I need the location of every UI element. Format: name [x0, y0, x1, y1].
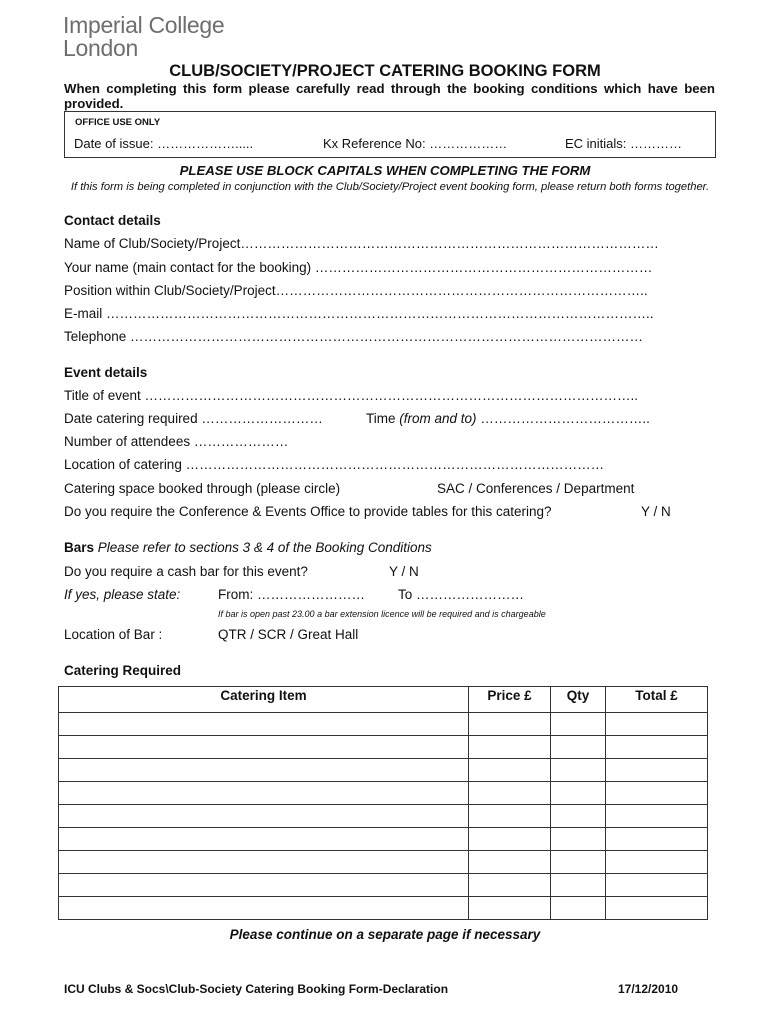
qty-cell[interactable]	[551, 874, 606, 897]
item-cell[interactable]	[59, 782, 469, 805]
kx-reference-field: Kx Reference No: ………………	[323, 136, 508, 151]
total-cell[interactable]	[606, 713, 708, 736]
catering-table-header	[59, 687, 708, 713]
office-use-label: OFFICE USE ONLY	[75, 117, 161, 128]
catering-required-heading: Catering Required	[64, 663, 182, 678]
if-yes-label: If yes, please state:	[64, 587, 181, 602]
tables-question: Do you require the Conference & Events Office to provide tables for this catering?	[64, 504, 552, 519]
intro-text: When completing this form please carefully read through the booking conditions which have been provided.	[64, 81, 715, 111]
position-field[interactable]: Position within Club/Society/Project………………………………………………………………………..	[64, 283, 648, 298]
qty-cell[interactable]	[551, 713, 606, 736]
col-catering-item: Catering Item	[59, 687, 469, 713]
col-price: Price £	[469, 687, 551, 713]
form-title: CLUB/SOCIETY/PROJECT CATERING BOOKING FORM	[169, 62, 601, 80]
item-cell[interactable]	[59, 805, 469, 828]
qty-cell[interactable]	[551, 782, 606, 805]
cash-bar-options[interactable]: Y / N	[389, 564, 419, 579]
price-cell[interactable]	[469, 759, 551, 782]
block-capitals-notice: PLEASE USE BLOCK CAPITALS WHEN COMPLETING THE FORM	[179, 163, 591, 178]
total-cell[interactable]	[606, 736, 708, 759]
footer-document-path: ICU Clubs & Socs\Club-Society Catering Booking Form-Declaration	[64, 982, 449, 996]
attendees-field[interactable]: Number of attendees …………………	[64, 434, 289, 449]
price-cell[interactable]	[469, 713, 551, 736]
bar-to-field[interactable]: To ……………………	[398, 587, 525, 602]
item-cell[interactable]	[59, 828, 469, 851]
club-name-field[interactable]: Name of Club/Society/Project…………………………………………………………………………………	[64, 236, 659, 251]
total-cell[interactable]	[606, 828, 708, 851]
col-total: Total £	[606, 687, 708, 713]
table-row	[59, 736, 708, 759]
qty-cell[interactable]	[551, 851, 606, 874]
table-row	[59, 713, 708, 736]
price-cell[interactable]	[469, 736, 551, 759]
table-row	[59, 782, 708, 805]
catering-table	[58, 686, 708, 920]
table-row	[59, 874, 708, 897]
qty-cell[interactable]	[551, 736, 606, 759]
contact-details-heading: Contact details	[64, 213, 161, 228]
footer-date: 17/12/2010	[618, 982, 679, 996]
total-cell[interactable]	[606, 897, 708, 920]
item-cell[interactable]	[59, 759, 469, 782]
conjunction-note: If this form is being completed in conjunction with the Club/Society/Project event booking form, please return both forms together.	[70, 181, 710, 193]
total-cell[interactable]	[606, 851, 708, 874]
bar-location-options[interactable]: QTR / SCR / Great Hall	[218, 627, 359, 642]
price-cell[interactable]	[469, 851, 551, 874]
price-cell[interactable]	[469, 805, 551, 828]
table-row	[59, 828, 708, 851]
event-details-heading: Event details	[64, 365, 148, 380]
event-title-field[interactable]: Title of event ………………………………………………………………………………………………..	[64, 388, 639, 403]
table-row	[59, 805, 708, 828]
total-cell[interactable]	[606, 874, 708, 897]
bar-location-label: Location of Bar :	[64, 627, 163, 642]
bars-heading	[64, 540, 432, 555]
price-cell[interactable]	[469, 782, 551, 805]
ec-initials-field: EC initials: …………	[565, 136, 683, 151]
contact-name-field[interactable]: Your name (main contact for the booking) …………………………………………………………………	[64, 260, 653, 275]
item-cell[interactable]	[59, 713, 469, 736]
time-field[interactable]	[366, 411, 650, 426]
continue-note: Please continue on a separate page if necessary	[229, 927, 541, 942]
email-field[interactable]: E-mail …………………………………………………………………………………………………………..	[64, 306, 654, 321]
bars-heading-note: Please refer to sections 3 & 4 of the Booking Conditions	[97, 540, 432, 555]
item-cell[interactable]	[59, 874, 469, 897]
office-use-box	[64, 111, 716, 158]
price-cell[interactable]	[469, 828, 551, 851]
logo-line-2: London	[63, 35, 138, 61]
time-hint: (from and to)	[399, 411, 477, 426]
catering-location-field[interactable]: Location of catering …………………………………………………………………………………	[64, 457, 605, 472]
item-cell[interactable]	[59, 736, 469, 759]
tables-options[interactable]: Y / N	[641, 504, 671, 519]
time-dots: ………………………………..	[480, 411, 650, 426]
qty-cell[interactable]	[551, 897, 606, 920]
qty-cell[interactable]	[551, 759, 606, 782]
space-booked-options[interactable]: SAC / Conferences / Department	[437, 481, 635, 496]
telephone-field[interactable]: Telephone ……………………………………………………………………………………………………	[64, 329, 644, 344]
logo-line-1: Imperial College	[63, 12, 225, 38]
date-of-issue-field: Date of issue: ……………….....	[74, 136, 254, 151]
total-cell[interactable]	[606, 782, 708, 805]
space-booked-label: Catering space booked through (please circle)	[64, 481, 341, 496]
licence-note: If bar is open past 23.00 a bar extension licence will be required and is chargeable	[218, 609, 546, 619]
imperial-college-logo	[63, 14, 224, 60]
total-cell[interactable]	[606, 759, 708, 782]
bars-heading-label: Bars	[64, 540, 95, 555]
qty-cell[interactable]	[551, 805, 606, 828]
table-row	[59, 851, 708, 874]
date-required-field[interactable]: Date catering required ………………………	[64, 411, 323, 426]
table-row	[59, 897, 708, 920]
item-cell[interactable]	[59, 851, 469, 874]
col-qty: Qty	[551, 687, 606, 713]
bar-from-field[interactable]: From: ……………………	[218, 587, 365, 602]
item-cell[interactable]	[59, 897, 469, 920]
table-row	[59, 759, 708, 782]
cash-bar-question: Do you require a cash bar for this event?	[64, 564, 308, 579]
total-cell[interactable]	[606, 805, 708, 828]
price-cell[interactable]	[469, 897, 551, 920]
price-cell[interactable]	[469, 874, 551, 897]
time-label: Time	[366, 411, 396, 426]
qty-cell[interactable]	[551, 828, 606, 851]
